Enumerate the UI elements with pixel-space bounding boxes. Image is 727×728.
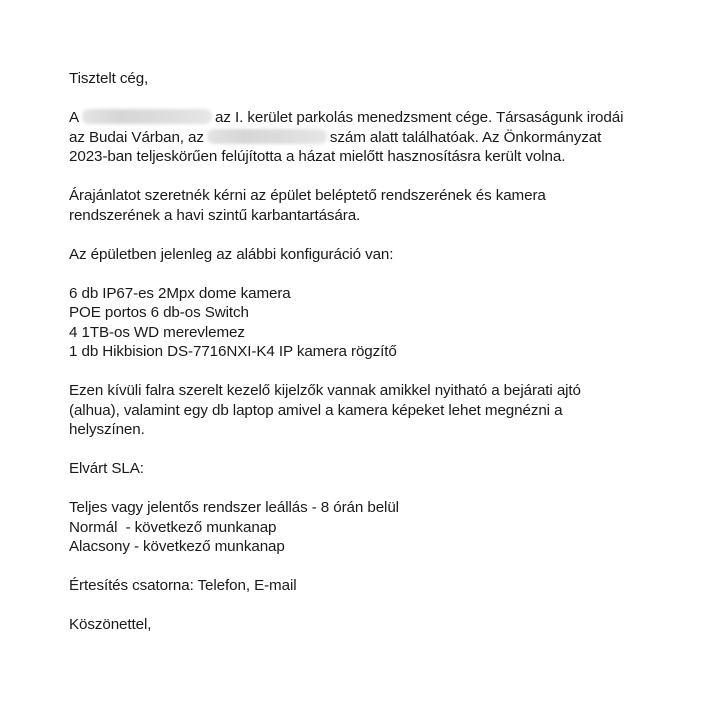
sla-item: Normál - következő munkanap [69, 518, 277, 536]
notification-channel: Értesítés csatorna: Telefon, E-mail [69, 577, 297, 594]
sla-item: Alacsony - következő munkanap [69, 538, 285, 555]
spacer [69, 225, 669, 245]
paragraph-1-line-1 [69, 108, 669, 128]
config-item: 4 1TB-os WD merevlemez [69, 323, 245, 341]
paragraph-1-line-3: 2023-ban teljeskörűen felújította a házat mielőtt hasznosításra került volna. [69, 148, 566, 165]
paragraph-1-line-1-suffix: az I. kerület parkolás menedzsment cége. Társaságunk irodái [215, 109, 624, 126]
spacer [69, 596, 669, 616]
letter-body [69, 69, 669, 635]
paragraph-3-line-2: (alhua), valamint egy db laptop amivel a kamera képeket lehet megnézni a [69, 401, 563, 419]
paragraph-3-line-3: helyszínen. [69, 421, 145, 438]
spacer [69, 167, 669, 187]
greeting: Tisztelt cég, [69, 70, 149, 87]
spacer [69, 362, 669, 382]
config-intro: Az épületben jelenleg az alábbi konfiguráció van: [69, 245, 394, 263]
spacer [69, 479, 669, 499]
paragraph-2-line-2: rendszerének a havi szintű karbantartására. [69, 206, 361, 224]
config-item: 1 db Hikbision DS-7716NXI-K4 IP kamera rögzítő [69, 343, 397, 360]
config-item: 6 db IP67-es 2Mpx dome kamera [69, 284, 291, 302]
spacer [69, 440, 669, 460]
spacer [69, 89, 669, 109]
redacted-company-name [82, 109, 212, 124]
redacted-address [207, 129, 327, 144]
sla-heading: Elvárt SLA: [69, 460, 144, 477]
spacer [69, 557, 669, 577]
paragraph-3-line-1: Ezen kívüli falra szerelt kezelő kijelzők vannak amikkel nyitható a bejárati ajtó [69, 382, 581, 399]
closing: Köszönettel, [69, 616, 152, 633]
paragraph-1-line-1-prefix: A [69, 109, 80, 126]
spacer [69, 264, 669, 284]
sla-item: Teljes vagy jelentős rendszer leállás - 8 órán belül [69, 499, 399, 516]
paragraph-1-line-2-suffix: szám alatt találhatóak. Az Önkormányzat [329, 128, 602, 146]
paragraph-1-line-2-prefix: az Budai Várban, az [69, 128, 204, 146]
paragraph-2-line-1: Árajánlatot szeretnék kérni az épület beléptető rendszerének és kamera [69, 187, 546, 204]
config-item: POE portos 6 db-os Switch [69, 304, 249, 321]
paragraph-1-line-2 [69, 128, 669, 148]
